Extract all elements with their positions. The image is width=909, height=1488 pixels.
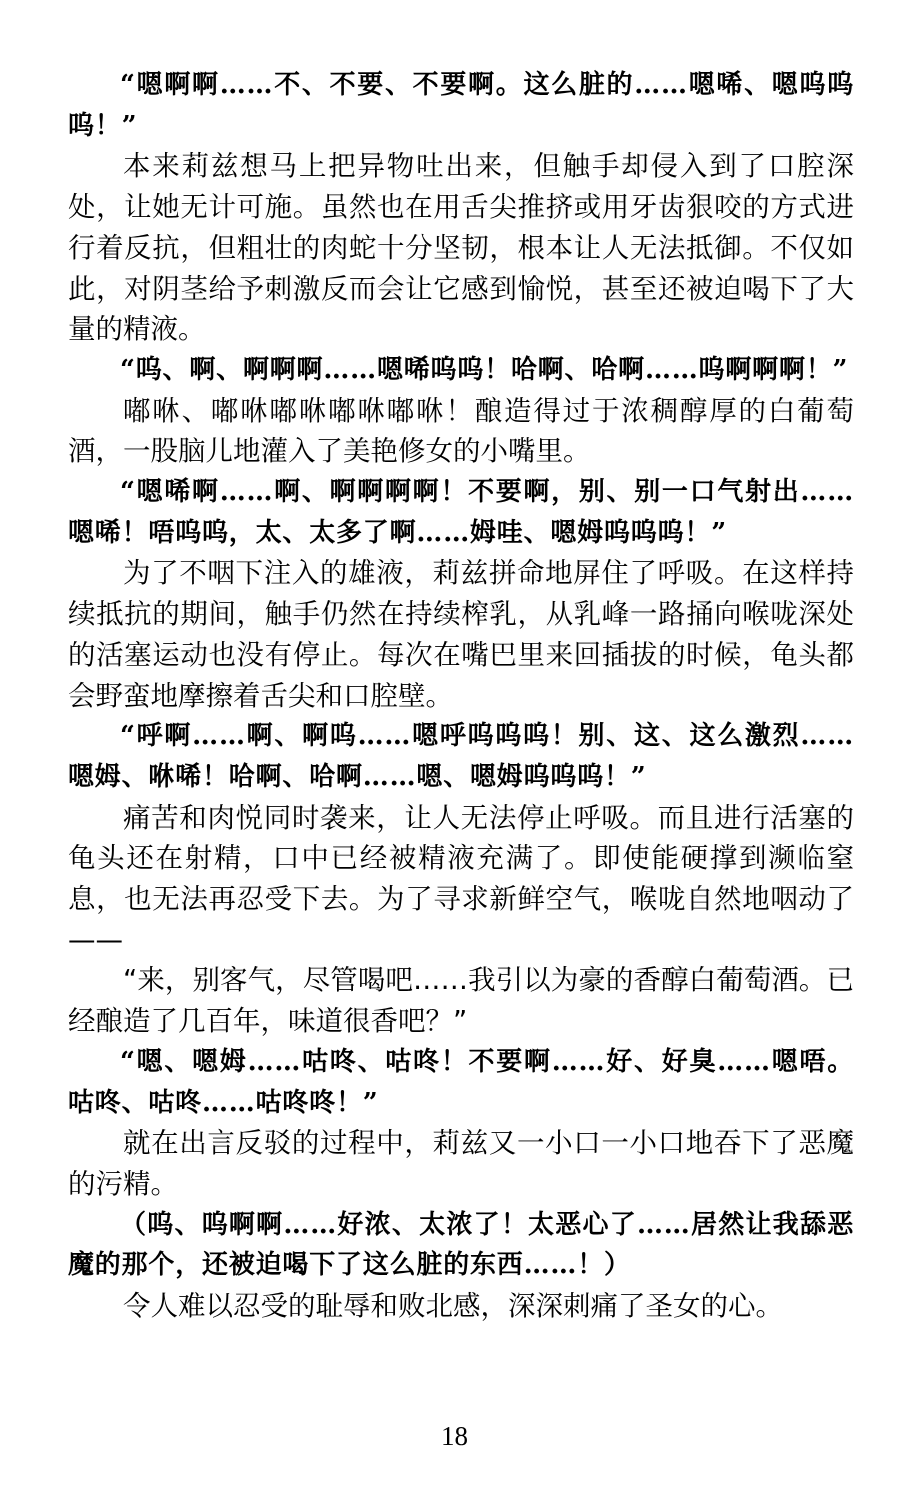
paragraph: （呜、呜啊啊……好浓、太浓了！太恶心了……居然让我舔恶魔的那个，还被迫喝下了这么脏的东西……！） — [68, 1209, 854, 1281]
paragraph: 令人难以忍受的耻辱和败北感，深深刺痛了圣女的心。 — [123, 1290, 783, 1323]
paragraph: 嘟咻、嘟咻嘟咻嘟咻嘟咻！酿造得过于浓稠醇厚的白葡萄酒，一股脑儿地灌入了美艳修女的小嘴里。 — [68, 394, 854, 468]
paragraph: “嗯、嗯姆……咕咚、咕咚！不要啊……好、好臭……嗯唔。咕咚、咕咚……咕咚咚！” — [68, 1046, 854, 1118]
paragraph: 本来莉兹想马上把异物吐出来，但触手却侵入到了口腔深处，让她无计可施。虽然也在用舌尖推挤或用牙齿狠咬的方式进行着反抗，但粗壮的肉蛇十分坚韧，根本让人无法抵御。不仅如此，对阴茎给予刺激反而会让它感到愉悦，甚至还被迫喝下了大量的精液。 — [68, 150, 854, 346]
paragraph: “来，别客气，尽管喝吧……我引以为豪的香醇白葡萄酒。已经酿造了几百年，味道很香吧？” — [68, 964, 854, 1038]
paragraph: “嗯啊啊……不、不要、不要啊。这么脏的……嗯唏、嗯呜呜呜！” — [68, 70, 854, 141]
paragraph: 就在出言反驳的过程中，莉兹又一小口一小口地吞下了恶魔的污精。 — [68, 1127, 854, 1200]
paragraph: 痛苦和肉悦同时袭来，让人无法停止呼吸。而且进行活塞的龟头还在射精，口中已经被精液充满了。即使能硬撑到濒临窒息，也无法再忍受下去。为了寻求新鲜空气，喉咙自然地咽动了—— — [68, 801, 854, 956]
paragraph: “呼啊……啊、啊呜……嗯呼呜呜呜！别、这、这么激烈……嗯姆、咻唏！哈啊、哈啊……嗯、嗯姆呜呜呜！” — [68, 721, 854, 792]
paragraph: “嗯唏啊……啊、啊啊啊啊！不要啊，别、别一口气射出……嗯唏！唔呜呜，太、太多了啊……姆哇、嗯姆呜呜呜！” — [68, 477, 854, 548]
text-body — [68, 65, 854, 1327]
paragraph: 为了不咽下注入的雄液，莉兹拼命地屏住了呼吸。在这样持续抵抗的期间，触手仍然在持续榨乳，从乳峰一路捅向喉咙深处的活塞运动也没有停止。每次在嘴巴里来回插拔的时候，龟头都会野蛮地摩擦着舌尖和口腔壁。 — [68, 557, 854, 712]
page-number: 18 — [441, 1421, 468, 1451]
paragraph: “呜、啊、啊啊啊……嗯唏呜呜！哈啊、哈啊……呜啊啊啊！” — [120, 354, 849, 385]
